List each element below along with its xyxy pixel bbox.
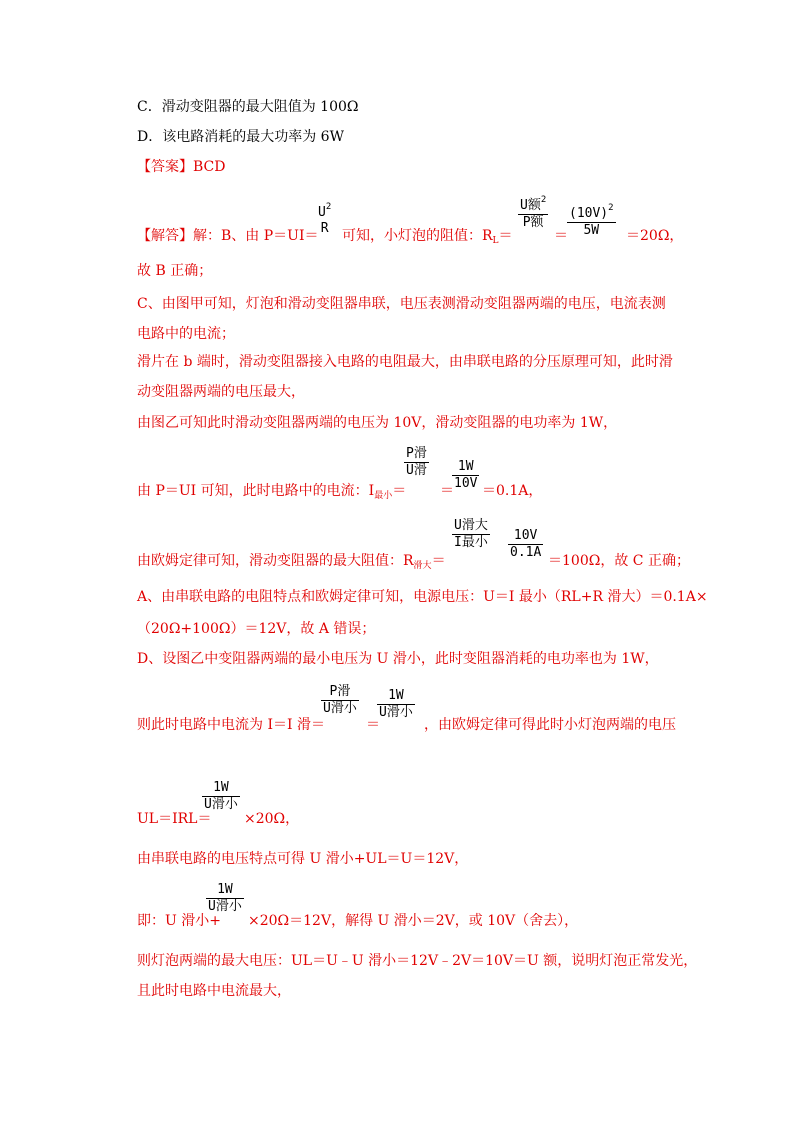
fraction-rl-value: $\frac{(10V)^2}{5W}$ [569,203,614,238]
fraction-i-min-value: $\frac{1W}{10V}$ [454,459,478,491]
fraction-u2-over-r: $U^2$ R [318,202,332,236]
solution-d-line6: 则灯泡两端的最大电压：UL＝U﹣U 滑小＝12V﹣2V＝10V＝U 额，说明灯泡正常发光， [137,953,698,969]
option-c: C．滑动变阻器的最大阻值为 100Ω [137,99,359,115]
solution-d-line2-post: ，由欧姆定律可得此时小灯泡两端的电压 [424,717,676,733]
solution-c-line4: 动变阻器两端的电压最大， [137,384,305,400]
solution-c-line5: 由图乙可知此时滑动变阻器两端的电压为 10V，滑动变阻器的电功率为 1W， [137,415,618,431]
solution-c-line6-post: ＝0.1A， [482,483,543,499]
solution-d-line3-pre: UL＝IRL＝ [137,811,212,827]
solution-b-post: ＝20Ω， [626,228,684,244]
solution-b-prefix: 【解答】解：B、由 P＝UI＝ [137,228,319,244]
solution-c-line6-eq2: ＝ [440,483,454,499]
answer: 【答案】BCD [137,159,226,175]
fraction-i-d-value: 1W U滑小 [379,688,413,720]
solution-d-line2-eq: ＝ [366,717,380,733]
solution-d-line5-post: ×20Ω＝12V，解得 U 滑小＝2V，或 10V（舍去）， [248,913,579,929]
solution-c-line7: 由欧姆定律可知，滑动变阻器的最大阻值：$R_{滑大}=$ [137,553,446,571]
solution-c-line2: 电路中的电流； [137,326,235,342]
solution-a-line2: （20Ω+100Ω）＝12V，故 A 错误； [137,621,376,637]
solution-d-line3-post: ×20Ω， [244,811,300,827]
solution-d-line2-pre: 则此时电路中电流为 I＝I 滑＝ [137,717,325,733]
solution-b-conclusion: 故 B 正确； [137,263,213,279]
fraction-r-max: U滑大 I最小 [454,518,488,550]
fraction-eq: 1W U滑小 [208,882,242,914]
fraction-i-d: P滑 U滑小 [323,684,357,716]
option-d: D．该电路消耗的最大功率为 6W [137,129,344,145]
solution-b-mid: 可知，小灯泡的阻值：$R_L=$ [342,228,513,246]
solution-c-line6: 由 P＝UI 可知，此时电路中的电流：$I_{最小}=$ [137,483,407,501]
fraction-i-min: P滑 U滑 [406,446,427,478]
solution-c-line3: 滑片在 b 端时，滑动变阻器接入电路的电阻最大，由串联电路的分压原理可知，此时滑 [137,354,673,370]
fraction-ul: 1W U滑小 [204,780,238,812]
solution-d-line5-pre: 即：U 滑小+ [137,913,221,929]
fraction-rl-formula: U额$^2$ P额 [520,195,547,230]
solution-b-eq2: ＝ [554,228,568,244]
solution-c-line7-post: ＝100Ω，故 C 正确； [548,553,690,569]
solution-d-line1: D、设图乙中变阻器两端的最小电压为 U 滑小，此时变阻器消耗的电功率也为 1W， [137,651,659,667]
fraction-r-max-value: $\frac{10V}{0.1A}$ [510,528,542,560]
solution-d-line4: 由串联电路的电压特点可得 U 滑小+UL＝U＝12V， [137,851,469,867]
solution-c-line1: C、由图甲可知，灯泡和滑动变阻器串联，电压表测滑动变阻器两端的电压，电流表测 [137,296,666,312]
solution-d-line7: 且此时电路中电流最大， [137,983,291,999]
solution-a-line1: A、由串联电路的电阻特点和欧姆定律可知，电源电压：U＝I 最小（RL+R 滑大）＝0.1A× [137,589,708,605]
